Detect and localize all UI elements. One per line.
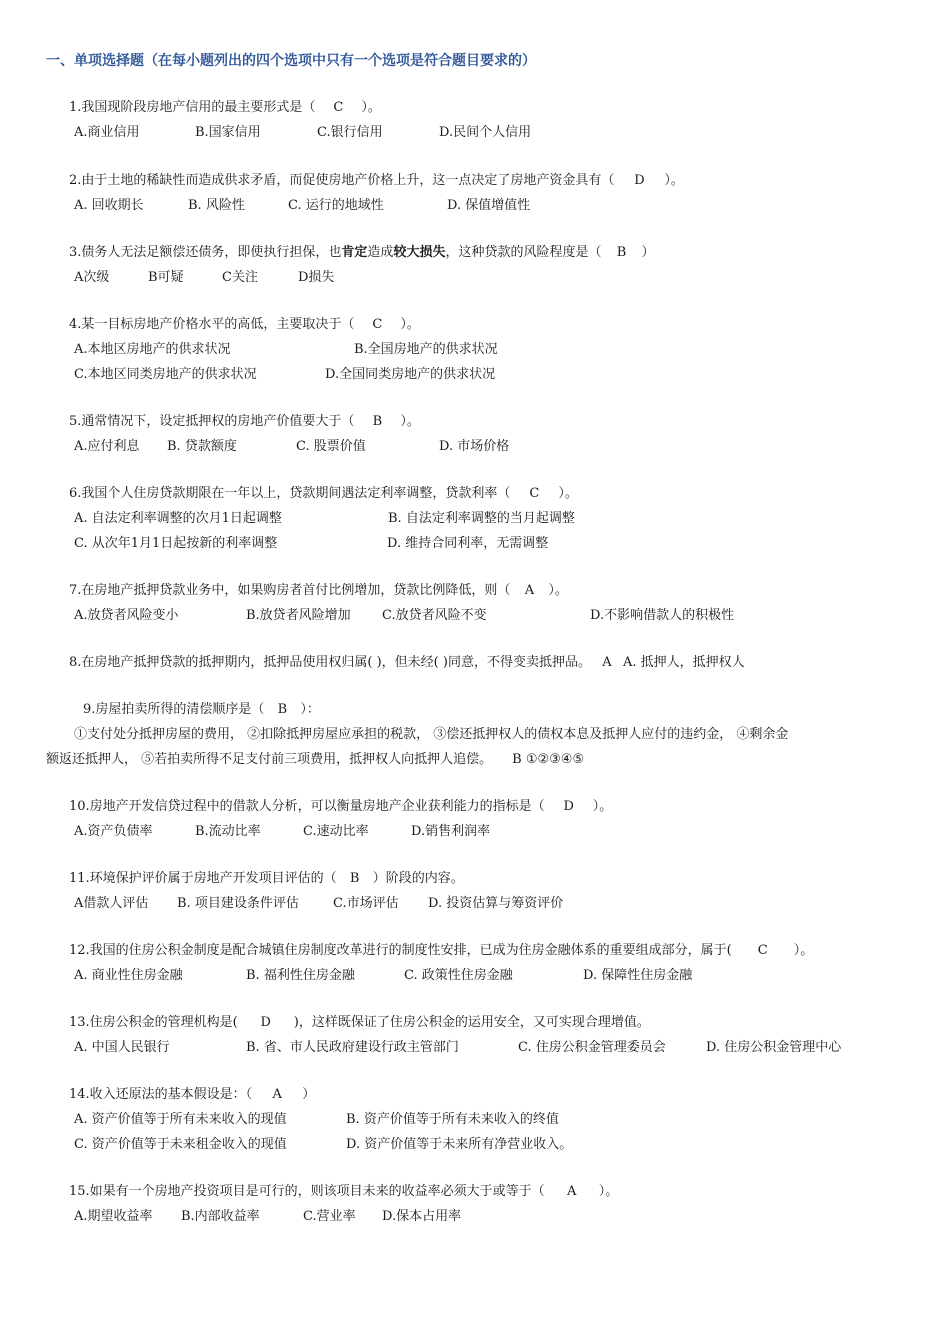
stem-text: ）。 bbox=[400, 414, 420, 429]
option-a: A. 回收期长 bbox=[74, 198, 144, 213]
stem-text: )，这样既保证了住房公积金的运用安全，又可实现合理增值。 bbox=[293, 1015, 650, 1030]
option-d: D. 资产价值等于未来所有净营业收入。 bbox=[346, 1137, 573, 1152]
stem-text: 13.住房公积金的管理机构是( bbox=[69, 1015, 238, 1030]
option-c: C. 政策性住房金融 bbox=[404, 968, 513, 983]
answer: C bbox=[529, 486, 540, 501]
stem-text: 造成 bbox=[367, 245, 394, 260]
option-a: A借款人评估 bbox=[74, 896, 149, 911]
stem-text: ）阶段的内容。 bbox=[372, 871, 464, 886]
option-a: A.放贷者风险变小 bbox=[74, 608, 179, 623]
option-c: C.营业率 bbox=[303, 1209, 356, 1224]
question-stem-9 bbox=[83, 701, 320, 719]
question-stem-8 bbox=[69, 654, 745, 672]
option-a: A. 商业性住房金融 bbox=[74, 968, 183, 983]
stem-text: 4.某一目标房地产价格水平的高低，主要取决于（ bbox=[69, 317, 355, 332]
answer: D bbox=[260, 1015, 271, 1030]
stem-text: 8.在房地产抵押贷款的抵押期内，抵押品使用权归属( )，但未经( )同意，不得变卖抵押品。 bbox=[69, 655, 591, 670]
answer: A bbox=[524, 583, 535, 598]
option-b: B.流动比率 bbox=[195, 824, 261, 839]
stem-text: 3.债务人无法足额偿还债务，即使执行担保，也 bbox=[69, 245, 342, 260]
answer: B bbox=[616, 245, 627, 260]
option-c: C.放贷者风险不变 bbox=[382, 608, 487, 623]
question-stem-4 bbox=[69, 316, 420, 334]
answer: C bbox=[333, 100, 344, 115]
option-b: B可疑 bbox=[148, 270, 184, 285]
stem-text: 9.房屋拍卖所得的清偿顺序是（ bbox=[83, 702, 265, 717]
question-stem-15 bbox=[69, 1183, 618, 1201]
option-a: A. 自法定利率调整的次月1日起调整 bbox=[74, 511, 282, 526]
stem-text: ）。 bbox=[598, 1184, 619, 1199]
question-stem-14 bbox=[69, 1086, 315, 1104]
option-b: B. 项目建设条件评估 bbox=[177, 896, 299, 911]
option-b: B. 自法定利率调整的当月起调整 bbox=[388, 511, 575, 526]
answer: C bbox=[372, 317, 383, 332]
option-d: D.保本占用率 bbox=[382, 1209, 462, 1224]
option-a: A.本地区房地产的供求状况 bbox=[74, 342, 231, 357]
question-stem-5 bbox=[69, 413, 420, 431]
stem-text: 额返还抵押人， ⑤若拍卖所得不足支付前三项费用，抵押权人向抵押人追偿。 bbox=[46, 752, 493, 767]
question-stem-6 bbox=[69, 485, 578, 503]
option-a: A.商业信用 bbox=[74, 125, 140, 140]
stem-text: ）。 bbox=[793, 943, 814, 958]
option-d: D.全国同类房地产的供求状况 bbox=[325, 367, 496, 382]
option-b: B. 资产价值等于所有未来收入的终值 bbox=[346, 1112, 559, 1127]
option-b: B.国家信用 bbox=[195, 125, 261, 140]
stem-text: ）。 bbox=[592, 799, 613, 814]
stem-text: ）。 bbox=[664, 173, 684, 188]
stem-text: 5.通常情况下，设定抵押权的房地产价值要大于（ bbox=[69, 414, 355, 429]
option-d: D. 保值增值性 bbox=[447, 198, 531, 213]
option-c: C关注 bbox=[222, 270, 258, 285]
option-a: A. 资产价值等于所有未来收入的现值 bbox=[74, 1112, 287, 1127]
stem-text: ） bbox=[302, 1087, 316, 1102]
question-text-9c bbox=[46, 751, 584, 769]
option-b: B. 贷款额度 bbox=[167, 439, 237, 454]
stem-text: ，这种贷款的风险程度是（ bbox=[445, 245, 602, 260]
stem-text: 11.环境保护评价属于房地产开发项目评估的（ bbox=[69, 871, 337, 886]
option-a: A.期望收益率 bbox=[74, 1209, 153, 1224]
stem-text: ）。 bbox=[548, 583, 568, 598]
option-a: A.资产负债率 bbox=[74, 824, 153, 839]
question-stem-13 bbox=[69, 1014, 650, 1032]
answer: A bbox=[272, 1087, 282, 1102]
option-b: B.全国房地产的供求状况 bbox=[354, 342, 498, 357]
answer: A bbox=[602, 655, 612, 670]
option-c: C. 运行的地域性 bbox=[288, 198, 384, 213]
option-a: A.应付利息 bbox=[74, 439, 140, 454]
option-d: D.民间个人信用 bbox=[439, 125, 532, 140]
stem-text: ）： bbox=[300, 702, 320, 717]
answer: D bbox=[563, 799, 574, 814]
option-b: B. 风险性 bbox=[188, 198, 245, 213]
option-a: A. 中国人民银行 bbox=[74, 1040, 170, 1055]
answer: C bbox=[757, 943, 768, 958]
answer: D bbox=[634, 173, 645, 188]
stem-text: ） bbox=[641, 245, 655, 260]
option-a: A次级 bbox=[74, 270, 110, 285]
option-c: C. 资产价值等于未来租金收入的现值 bbox=[74, 1137, 287, 1152]
question-stem-3 bbox=[69, 244, 654, 262]
question-stem-1 bbox=[69, 99, 381, 117]
emphasis-text: 较大损失 bbox=[393, 245, 446, 260]
option-d: D损失 bbox=[298, 270, 335, 285]
stem-text: 1.我国现阶段房地产信用的最主要形式是（ bbox=[69, 100, 316, 115]
option-c: C. 股票价值 bbox=[296, 439, 366, 454]
option-d: D. 投资估算与筹资评价 bbox=[428, 896, 564, 911]
option-b: B. 省、市人民政府建设行政主管部门 bbox=[246, 1040, 459, 1055]
stem-text: ）。 bbox=[558, 486, 578, 501]
stem-text: 6.我国个人住房贷款期限在一年以上，贷款期间遇法定利率调整，贷款利率（ bbox=[69, 486, 511, 501]
question-stem-11 bbox=[69, 870, 464, 888]
option-c: C. 从次年1月1日起按新的利率调整 bbox=[74, 536, 278, 551]
option-c: C.速动比率 bbox=[303, 824, 369, 839]
stem-text: A. 抵押人，抵押权人 bbox=[622, 655, 745, 670]
answer: B bbox=[372, 414, 383, 429]
question-stem-2 bbox=[69, 172, 684, 190]
stem-text: ）。 bbox=[361, 100, 381, 115]
option-d: D. 住房公积金管理中心 bbox=[706, 1040, 842, 1055]
question-stem-12 bbox=[69, 942, 813, 960]
option-b: B.放贷者风险增加 bbox=[246, 608, 351, 623]
section-title: 一、单项选择题（在每小题列出的四个选项中只有一个选项是符合题目要求的） bbox=[46, 53, 536, 69]
option-c: C.银行信用 bbox=[317, 125, 383, 140]
stem-text: ）。 bbox=[400, 317, 420, 332]
answer: B ①②③④⑤ bbox=[512, 752, 585, 767]
option-d: D. 维持合同利率，无需调整 bbox=[387, 536, 549, 551]
answer: A bbox=[566, 1184, 577, 1199]
emphasis-text: 肯定 bbox=[341, 245, 368, 260]
stem-text: 2.由于土地的稀缺性而造成供求矛盾，而促使房地产价格上升，这一点决定了房地产资金具有（ bbox=[69, 173, 615, 188]
option-d: D.不影响借款人的积极性 bbox=[590, 608, 735, 623]
stem-text: 12.我国的住房公积金制度是配合城镇住房制度改革进行的制度性安排，已成为住房金融体系的重要组成部分，属于( bbox=[69, 943, 732, 958]
option-c: C. 住房公积金管理委员会 bbox=[518, 1040, 666, 1055]
question-text-9b: ①支付处分抵押房屋的费用， ②扣除抵押房屋应承担的税款， ③偿还抵押权人的债权本息及抵押人应付的违约金， ④剩余金 bbox=[74, 727, 789, 742]
option-b: B. 福利性住房金融 bbox=[246, 968, 355, 983]
option-c: C.本地区同类房地产的供求状况 bbox=[74, 367, 257, 382]
option-c: C.市场评估 bbox=[333, 896, 399, 911]
question-stem-7 bbox=[69, 582, 568, 600]
option-d: D. 保障性住房金融 bbox=[583, 968, 693, 983]
option-d: D.销售利润率 bbox=[411, 824, 491, 839]
option-b: B.内部收益率 bbox=[181, 1209, 260, 1224]
stem-text: 10.房地产开发信贷过程中的借款人分析，可以衡量房地产企业获利能力的指标是（ bbox=[69, 799, 545, 814]
question-stem-10 bbox=[69, 798, 612, 816]
answer: B bbox=[349, 871, 360, 886]
option-d: D. 市场价格 bbox=[439, 439, 510, 454]
answer: B bbox=[277, 702, 288, 717]
stem-text: 15.如果有一个房地产投资项目是可行的，则该项目未来的收益率必须大于或等于（ bbox=[69, 1184, 545, 1199]
stem-text: 14.收入还原法的基本假设是：（ bbox=[69, 1087, 253, 1102]
stem-text: 7.在房地产抵押贷款业务中，如果购房者首付比例增加，贷款比例降低，则（ bbox=[69, 583, 511, 598]
